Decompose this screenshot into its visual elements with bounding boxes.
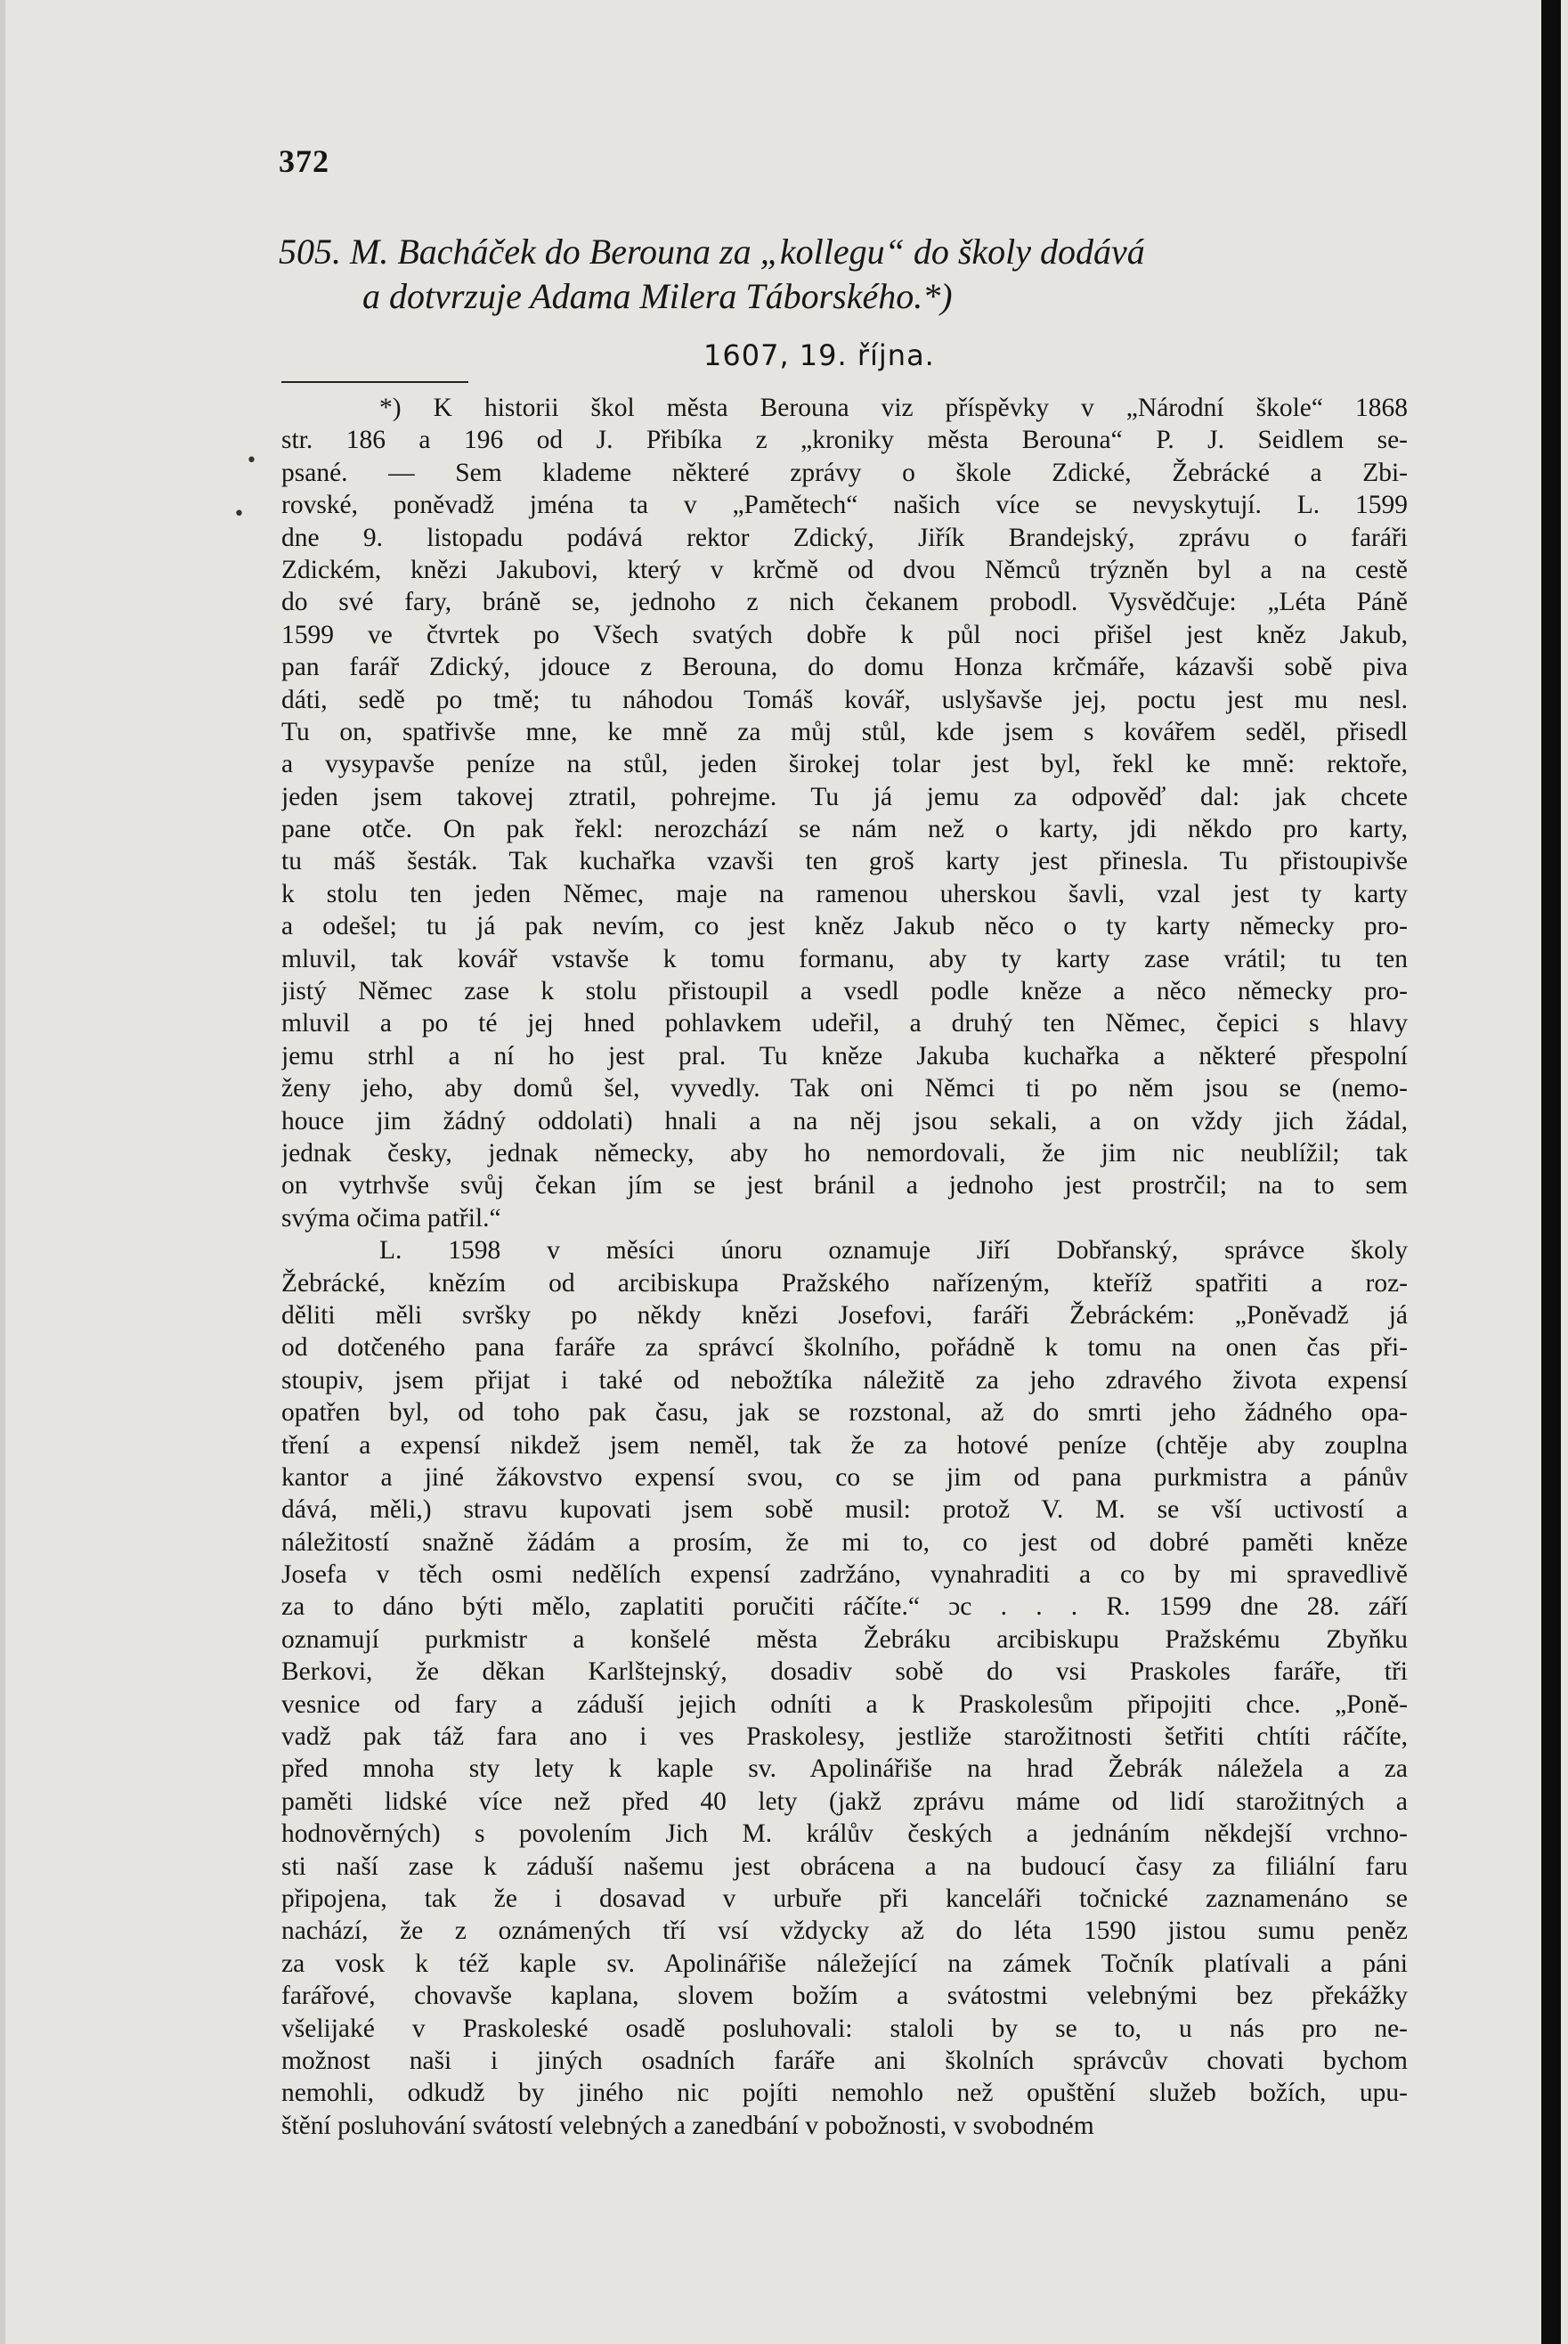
text-line: Tu on, spatřivše mne, ke mně za můj stůl, kde jsem s kovářem seděl, přisedl	[281, 717, 1408, 746]
text-line: děliti měli svršky po někdy knězi Josefovi, faráři Žebráckém: „Poněvadž já	[281, 1300, 1408, 1330]
text-line: Žebrácké, knězím od arcibiskupa Pražského nařízeným, kteříž spatřiti a roz-	[281, 1268, 1408, 1298]
text-line: vadž pak táž fara ano i ves Praskolesy, jestliže starožitnosti šetřiti chtíti ráčíte,	[281, 1722, 1408, 1752]
text-line: od dotčeného pana faráře za správcí školního, pořádně k tomu na onen čas při-	[281, 1333, 1408, 1363]
text-line: farářové, chovavše kaplana, slovem božím a svátostmi velebnými bez překážky	[281, 1982, 1408, 2011]
text-line: houce jim žádný oddolati) hnali a na něj jsou sekali, a on vždy jich žádal,	[281, 1106, 1408, 1135]
body-text	[281, 392, 1408, 2142]
text-line: všelijaké v Praskoleské osadě posluhovali: staloli by se to, u nás pro ne-	[281, 2014, 1408, 2043]
text-line: 1599 ve čtvrtek po Všech svatých dobře k půl noci přišel jest kněz Jakub,	[281, 620, 1408, 649]
heading-line-2: a dotvrzuje Adama Milera Táborského.*)	[362, 276, 953, 316]
page-left-edge	[0, 0, 5, 2344]
text-line: do své fary, bráně se, jednoho z nich čekanem probodl. Vysvědčuje: „Léta Páně	[281, 588, 1408, 617]
text-line: jednak česky, jednak německy, aby ho nemordovali, že jim nic neublížil; tak	[281, 1138, 1408, 1168]
text-line: oznamují purkmistr a konšelé města Žebráku arcibiskupu Pražskému Zbyňku	[281, 1624, 1408, 1654]
text-line: tření a expensí nikdež jsem neměl, tak že za hotové peníze (chtěje aby zouplna	[281, 1430, 1408, 1460]
scan-border	[1541, 0, 1561, 2344]
text-line: nachází, že z oznámených tří vsí vždycky až do léta 1590 jistou sumu peněz	[281, 1917, 1408, 1946]
margin-mark: •	[246, 450, 257, 472]
text-line: a vysypavše peníze na stůl, jeden širokej tolar jest byl, řekl ke mně: rektoře,	[281, 750, 1408, 779]
page-number: 372	[279, 143, 329, 179]
text-line: ženy jeho, aby domů šel, vyvedly. Tak oni Němci ti po něm jsou se (nemo-	[281, 1074, 1408, 1103]
text-line: on vytrhvše svůj čekan jím se jest bránil a jednoho jest prostrčil; na to sem	[281, 1171, 1408, 1200]
text-line: za to dáno býti mělo, zaplatiti poručiti ráčíte.“ ɔc . . . R. 1599 dne 28. září	[281, 1592, 1408, 1622]
text-line: a odešel; tu já pak nevím, co jest kněz Jakub něco o ty karty německy pro-	[281, 912, 1408, 941]
text-line: před mnoha sty lety k kaple sv. Apolinářiše na hrad Žebrák náležela a za	[281, 1754, 1408, 1784]
text-line: možnost naši i jiných osadních faráře ani školních správcův chovati bychom	[281, 2046, 1408, 2075]
text-line: nemohli, odkudž by jiného nic pojíti nemohlo než opuštění služeb božích, upu-	[281, 2079, 1408, 2108]
text-line: L. 1598 v měsíci únoru oznamuje Jiří Dobřanský, správce školy	[379, 1236, 1408, 1266]
text-line: mluvil, tak kovář vstavše k tomu formanu, aby ty karty zase vrátil; tu ten	[281, 944, 1408, 973]
heading-line-1: 505. M. Bacháček do Berouna za „kollegu“ do školy dodává	[279, 232, 1145, 272]
margin-mark: •	[233, 503, 245, 525]
text-line: mluvil a po té jej hned pohlavkem udeřil, a druhý ten Němec, čepici s hlavy	[281, 1009, 1408, 1038]
text-line: *) K historii škol města Berouna viz příspěvky v „Národní škole“ 1868	[379, 394, 1408, 422]
text-line: str. 186 a 196 od J. Přibíka z „kroniky města Berouna“ P. J. Seidlem se-	[281, 426, 1408, 455]
text-line: dává, měli,) stravu kupovati jsem sobě musil: protož V. M. se vší uctivostí a	[281, 1495, 1408, 1525]
text-line: stoupiv, jsem přijat i také od nebožtíka náležitě za jeho zdravého života expensí	[281, 1365, 1408, 1395]
document-heading	[279, 230, 1410, 319]
text-line: pane otče. On pak řekl: nerozchází se nám než o karty, jdi někdo pro karty,	[281, 815, 1408, 844]
text-line: připojena, tak že i dosavad v urbuře při kanceláři točnické zaznamenáno se	[281, 1884, 1408, 1913]
footnote-separator	[281, 381, 468, 383]
text-line: jistý Němec zase k stolu přistoupil a vsedl podle kněze a něco německy pro-	[281, 977, 1408, 1006]
text-line: svýma očima patřil.“	[281, 1203, 501, 1233]
text-line: jemu strhl a ní ho jest pral. Tu kněze Jakuba kuchařka a některé přespolní	[281, 1041, 1408, 1070]
text-line: k stolu ten jeden Němec, maje na ramenou uherskou šavli, vzal jest ty karty	[281, 879, 1408, 908]
text-line: paměti lidské více než před 40 lety (jakž zprávu máme od lidí starožitných a	[281, 1786, 1408, 1816]
text-line: jeden jsem takovej ztratil, pohrejme. Tu já jemu za odpověď dal: jak chcete	[281, 782, 1408, 811]
text-line: Josefa v těch osmi nedělích expensí zadržáno, vynahraditi a co by mi spravedlivě	[281, 1560, 1408, 1590]
text-line: sti naší zase k záduší našemu jest obrácena a na budoucí časy za filiální faru	[281, 1852, 1408, 1881]
text-line: psané. — Sem klademe některé zprávy o škole Zdické, Žebrácké a Zbi-	[281, 458, 1408, 487]
text-line: pan farář Zdický, jdouce z Berouna, do domu Honza krčmáře, kázavši sobě piva	[281, 653, 1408, 682]
text-line: náležitostí snažně žádám a prosím, že mi to, co jest od dobré paměti kněze	[281, 1527, 1408, 1557]
text-line: štění posluhování svátostí velebných a zanedbání v pobožnosti, v svobodném	[281, 2111, 1094, 2140]
text-line: kantor a jiné žákovstvo expensí svou, co se jim od pana purkmistra a pánův	[281, 1462, 1408, 1492]
text-line: dne 9. listopadu podává rektor Zdický, Jiřík Brandejský, zprávu o faráři	[281, 523, 1408, 552]
text-line: vesnice od fary a záduší jejich odníti a k Praskolesům připojiti chce. „Poně-	[281, 1689, 1408, 1719]
text-line: za vosk k též kaple sv. Apolinářiše náležející na zámek Točník platívali a páni	[281, 1949, 1408, 1978]
text-line: dáti, sedě po tmě; tu náhodou Tomáš kovář, uslyšavše jej, poctu jest mu nesl.	[281, 685, 1408, 714]
date-line: 1607, 19. října.	[703, 338, 935, 372]
text-line: Berkovi, že děkan Karlštejnský, dosadiv sobě do vsi Praskoles faráře, tři	[281, 1657, 1408, 1687]
text-line: rovské, poněvadž jména ta v „Pamětech“ našich více se nevyskytují. L. 1599	[281, 491, 1408, 520]
text-line: opatřen byl, od toho pak času, jak se rozstonal, až do smrti jeho žádného opa-	[281, 1398, 1408, 1428]
text-line: hodnověrných) s povolením Jich M. králův českých a jednáním někdejší vrchno-	[281, 1819, 1408, 1849]
text-line: Zdickém, knězi Jakubovi, který v krčmě od dvou Němců trýzněn byl a na cestě	[281, 555, 1408, 584]
text-line: tu máš šesták. Tak kuchařka vzavši ten groš karty jest přinesla. Tu přistoupivše	[281, 847, 1408, 876]
